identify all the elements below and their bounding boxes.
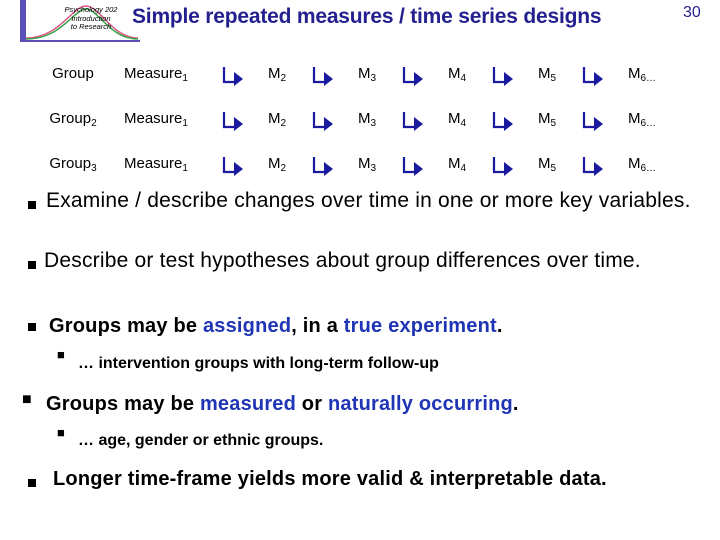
arrow-right-icon (222, 97, 268, 142)
arrow-right-icon (402, 97, 448, 142)
assigned-highlight: assigned (202, 315, 292, 337)
arrow-right-icon (402, 52, 448, 97)
naturally-occurring-highlight: naturally occurring (327, 393, 513, 415)
arrow-right-icon (492, 97, 538, 142)
group-label: Group (52, 65, 94, 82)
logo-line-2: Introduction (71, 13, 111, 23)
logo-line-1: Psychology 202 (64, 5, 118, 14)
measurement-cell: $M_4$ (448, 110, 467, 129)
arrow-right-icon (492, 142, 538, 187)
measurement-cell: $M_4$ (448, 155, 467, 174)
design-row (22, 97, 672, 142)
bullet-marker (28, 323, 36, 331)
course-logo (20, 0, 140, 42)
bullet-examine: Examine / describe changes over time in one or more key variables. (46, 189, 691, 212)
measurement-cell: $M_4$ (448, 65, 467, 84)
bullet-measured-post: . (512, 393, 519, 415)
slide-number: 30 (683, 4, 701, 21)
arrow-right-icon (312, 52, 358, 97)
measurement-cell: $M_3$ (358, 110, 377, 129)
bullet-longer-timeframe: Longer time-frame yields more valid & interpretable data. (53, 468, 607, 490)
measurement-cell: $M_2$ (268, 65, 287, 84)
sub-bullet-age-gender: … age, gender or ethnic groups. (78, 432, 324, 449)
arrow-right-icon (312, 142, 358, 187)
group-label: Group$_3$ (49, 155, 97, 174)
measurement-cell: $M_3$ (358, 65, 377, 84)
bullet-marker (28, 261, 36, 269)
bullet-assigned-post: . (496, 315, 503, 337)
measure-cell: Measure$_1$ (124, 155, 188, 174)
measurement-cell: $M_2$ (268, 155, 287, 174)
arrow-right-icon (222, 52, 268, 97)
measurement-cell: $M_{6\dots}$ (628, 65, 657, 84)
measurement-cell: $M_2$ (268, 110, 287, 129)
arrow-right-icon (222, 142, 268, 187)
true-experiment-highlight: true experiment (343, 315, 497, 337)
arrow-right-icon (492, 52, 538, 97)
bullet-measured-pre: Groups may be (46, 393, 200, 415)
measurement-cell: $M_5$ (538, 155, 557, 174)
arrow-right-icon (582, 142, 628, 187)
measurement-cell: $M_5$ (538, 110, 557, 129)
design-table (22, 52, 672, 187)
sub-bullet-marker: ■ (57, 347, 65, 362)
group-label: Group$_2$ (49, 110, 97, 129)
bullet-marker (28, 479, 36, 487)
measure-cell: Measure$_1$ (124, 65, 188, 84)
measurement-cell: $M_{6\dots}$ (628, 110, 657, 129)
logo-line-3: to Research (70, 22, 112, 31)
bullet-marker (28, 201, 36, 209)
sub-bullet-marker: ■ (57, 425, 65, 440)
measured-highlight: measured (199, 393, 297, 415)
sub-bullet-intervention: … intervention groups with long-term follow-up (78, 355, 439, 372)
bullet-assigned-pre: Groups may be (49, 315, 203, 337)
bullet-measured (46, 392, 519, 417)
measurement-cell: $M_{6\dots}$ (628, 155, 657, 174)
bullet-marker: ■ (22, 391, 32, 408)
arrow-right-icon (582, 97, 628, 142)
bullet-assigned-mid: , in a (291, 315, 344, 337)
measure-cell: Measure$_1$ (124, 110, 188, 129)
arrow-right-icon (312, 97, 358, 142)
arrow-right-icon (402, 142, 448, 187)
bullet-assigned (49, 314, 503, 339)
design-row (22, 142, 672, 187)
slide-title: Simple repeated measures / time series designs (132, 5, 602, 28)
arrow-right-icon (582, 52, 628, 97)
design-row (22, 52, 672, 97)
bullet-measured-mid: or (296, 393, 328, 415)
measurement-cell: $M_5$ (538, 65, 557, 84)
measurement-cell: $M_3$ (358, 155, 377, 174)
bullet-describe: Describe or test hypotheses about group differences over time. (44, 249, 641, 272)
